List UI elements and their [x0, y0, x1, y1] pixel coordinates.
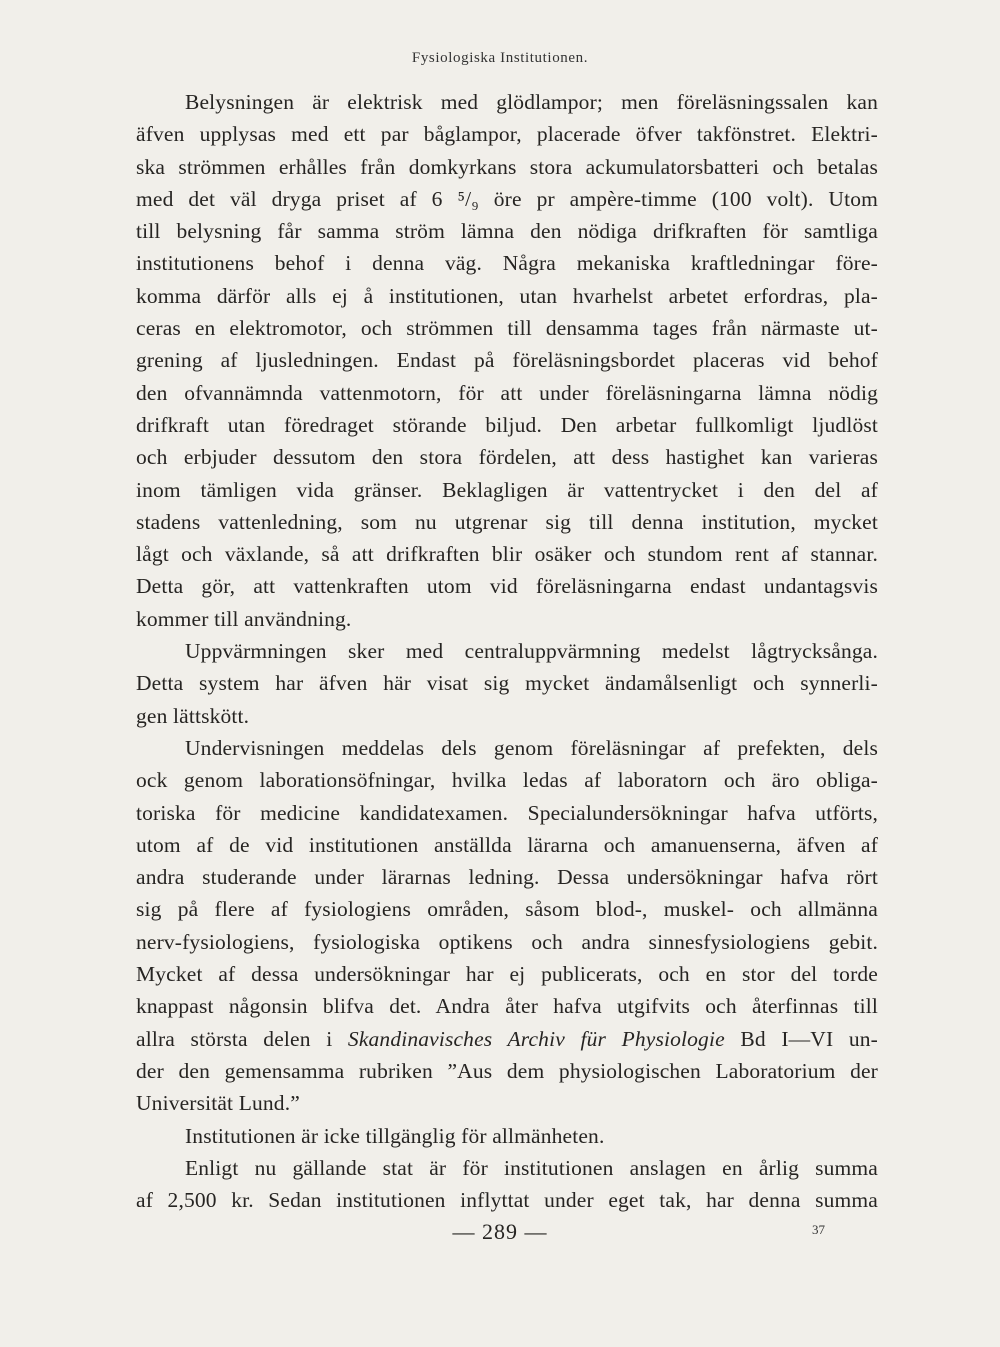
text-line: Mycket af dessa undersökningar har ej publicerats, och en stor del torde — [136, 962, 878, 987]
text-line: Enligt nu gällande stat är för institutionen anslagen en årlig summa — [185, 1155, 878, 1180]
text-line: Undervisningen meddelas dels genom föreläsningar af prefekten, dels — [185, 735, 878, 760]
text-segment: Bd I—VI un- — [724, 1026, 878, 1051]
text-line: till belysning får samma ström lämna den nödiga drifkraften för samtliga — [136, 219, 878, 244]
italic-title: Skandinavisches Archiv für Physiologie — [347, 1026, 725, 1051]
text-line: af 2,500 kr. Sedan institutionen inflyttat under eget tak, har denna summa — [136, 1188, 878, 1213]
text-line: den ofvannämnda vattenmotorn, för att under föreläsningarna lämna nödig — [136, 380, 878, 405]
text-line: Uppvärmningen sker med centraluppvärmning medelst lågtrycksånga. — [185, 639, 878, 664]
text-line: grening af ljusledningen. Endast på föreläsningsbordet placeras vid behof — [136, 348, 878, 373]
body-text — [136, 86, 878, 1216]
text-line: kommer till användning. — [136, 606, 352, 631]
text-line: Detta gör, att vattenkraften utom vid föreläsningarna endast undantagsvis — [136, 574, 878, 599]
text-segment: allra största delen i — [136, 1026, 348, 1051]
text-line: gen lättskött. — [136, 703, 250, 728]
text-line: sig på flere af fysiologiens områden, såsom blod-, muskel- och allmänna — [136, 897, 878, 922]
text-line: stadens vattenledning, som nu utgrenar sig till denna institution, mycket — [136, 509, 878, 534]
text-line: inom tämligen vida gränser. Beklagligen är vattentrycket i den del af — [136, 477, 878, 502]
text-line: Belysningen är elektrisk med glödlampor; men föreläsningssalen kan — [185, 90, 878, 114]
text-line: andra studerande under lärarnas ledning. Dessa undersökningar hafva rört — [136, 865, 878, 890]
text-line: komma därför alls ej å institutionen, utan hvarhelst arbetet erfordras, pla- — [136, 283, 878, 308]
text-line: der den gemensamma rubriken ”Aus dem physiologischen Laboratorium der — [136, 1058, 878, 1083]
signature-mark: 37 — [812, 1222, 825, 1237]
text-line: nerv-fysiologiens, fysiologiska optikens och andra sinnesfysiologiens gebit. — [136, 929, 878, 954]
text-line — [136, 1023, 878, 1055]
text-line: drifkraft utan föredraget störande biljud. Den arbetar fullkomligt ljudlöst — [136, 412, 878, 437]
text-line: ceras en elektromotor, och strömmen till densamma tages från närmaste ut- — [136, 316, 878, 341]
text-line: institutionens behof i denna väg. Några mekaniska kraftledningar före- — [136, 251, 878, 276]
text-line: knappast någonsin blifva det. Andra åter hafva utgifvits och återfinnas till — [136, 994, 878, 1019]
text-line: och erbjuder dessutom den stora fördelen, att dess hastighet kan varieras — [136, 445, 878, 470]
text-line: utom af de vid institutionen anställda lärarna och amanuenserna, äfven af — [136, 832, 878, 857]
text-line: Institutionen är icke tillgänglig för allmänheten. — [185, 1123, 605, 1148]
text-line: Universität Lund.” — [136, 1091, 300, 1116]
text-line: Detta system har äfven här visat sig mycket ändamålsenligt och synnerli- — [136, 671, 878, 696]
running-title: Fysiologiska Institutionen. — [411, 50, 589, 66]
text-line: toriska för medicine kandidatexamen. Specialundersökningar hafva utförts, — [136, 800, 878, 825]
text-line: ska strömmen erhålles från domkyrkans stora ackumulatorsbatteri och betalas — [136, 154, 878, 179]
text-line: lågt och växlande, så att drifkraften blir osäker och stundom rent af stannar. — [136, 542, 878, 567]
text-line: med det väl dryga priset af 6 ⁵/₉ öre pr ampère-timme (100 volt). Utom — [136, 186, 878, 211]
text-line: ock genom laborationsöfningar, hvilka ledas af laboratorn och äro obliga- — [136, 768, 878, 793]
text-line: äfven upplysas med ett par båglampor, placerade öfver takfönstret. Elektri- — [136, 122, 878, 147]
page-number: — 289 — — [452, 1219, 548, 1244]
